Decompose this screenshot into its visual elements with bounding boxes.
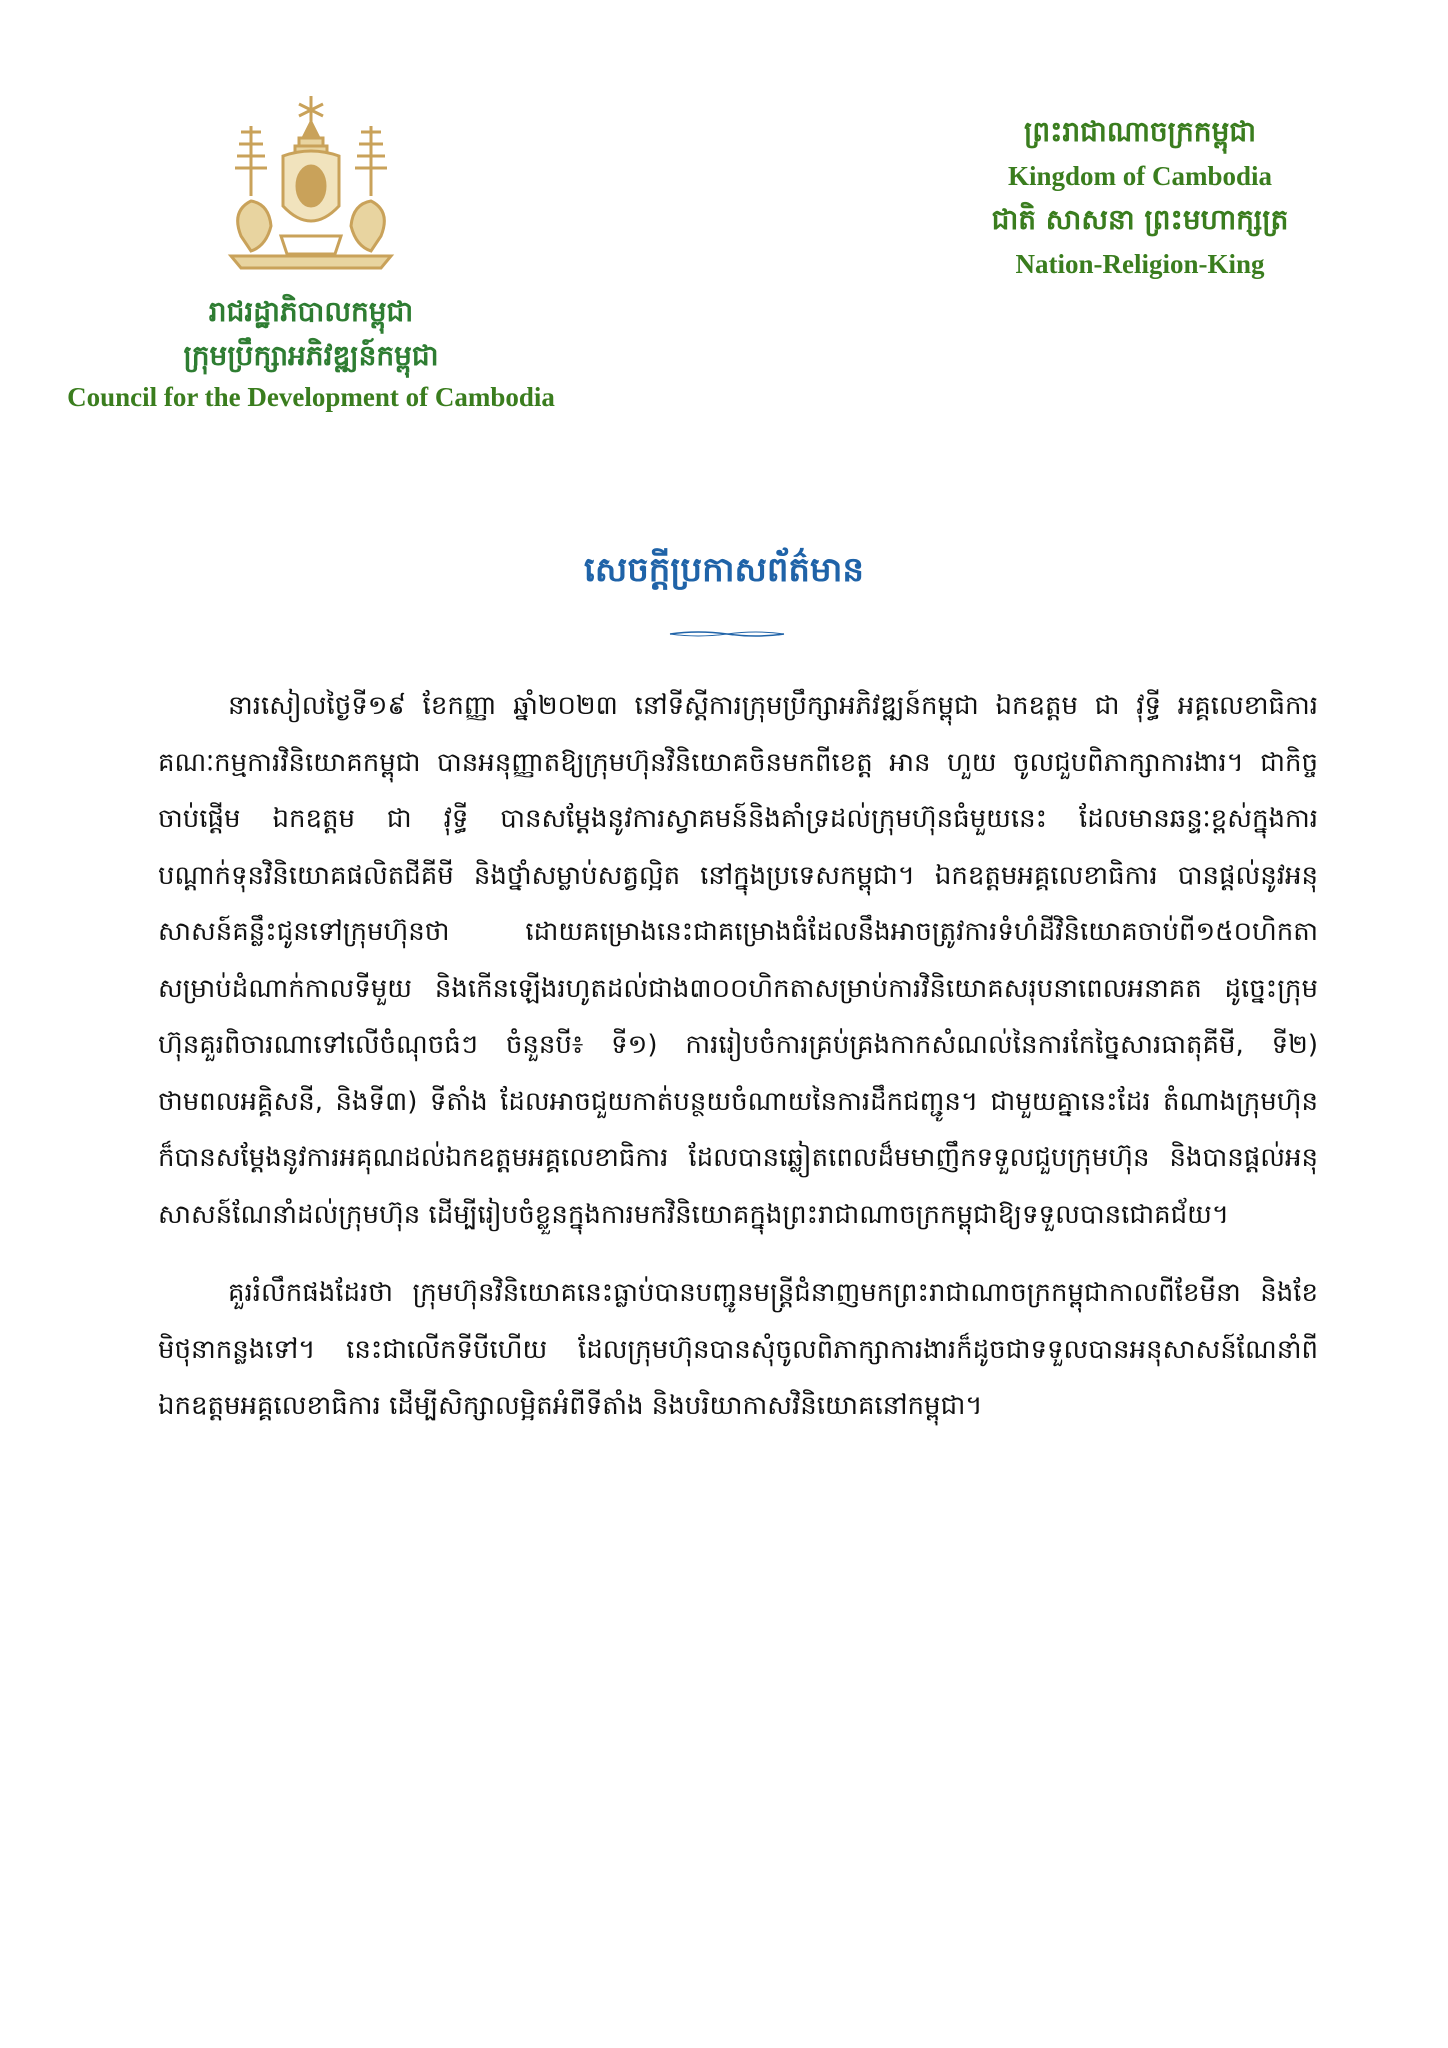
ministry-header bbox=[66, 86, 556, 413]
ministry-name-en: Council for the Development of Cambodia bbox=[67, 382, 555, 412]
kingdom-motto bbox=[960, 110, 1320, 286]
kingdom-name-km: ព្រះរាជាណាចក្រកម្ពុជា bbox=[1023, 115, 1256, 148]
document-title: សេចក្ដីប្រកាសព័ត៌មាន bbox=[584, 550, 864, 590]
ministry-name-km-line2: ក្រុមប្រឹក្សាអភិវឌ្ឍន៍កម្ពុជា bbox=[183, 339, 439, 372]
royal-coat-of-arms-icon bbox=[211, 86, 411, 286]
motto-km: ជាតិ សាសនា ព្រះមហាក្សត្រ bbox=[991, 203, 1289, 236]
title-divider bbox=[668, 628, 786, 640]
document-body bbox=[158, 678, 1318, 1457]
body-paragraph-2: គួររំលឹកផងដែរថា ក្រុមហ៊ុនវិនិយោគនេះធ្លាប់បានបញ្ជូនមន្ត្រីជំនាញមកព្រះរាជាណាចក្រកម្ពុជាកាលពីខែមីនា និងខែមិថុនាកន្លងទៅ។ នេះជាលើកទីបីហើយ ដែលក្រុមហ៊ុនបានសុំចូលពិភាក្សាការងារក៏ដូចជាទទួលបានអនុសាសន៍ណែនាំពីឯកឧត្ដមអគ្គលេខាធិការ ដើម្បីសិក្សាលម្អិតអំពីទីតាំង និងបរិយាកាសវិនិយោគនៅកម្ពុជា។ bbox=[158, 1278, 1318, 1421]
motto-en: Nation-Religion-King bbox=[1015, 249, 1265, 279]
ministry-name-km-line1: រាជរដ្ឋាភិបាលកម្ពុជា bbox=[208, 295, 414, 328]
body-paragraph-1: នារសៀលថ្ងៃទី១៩ ខែកញ្ញា ឆ្នាំ២០២៣ នៅទីស្ដីការក្រុមប្រឹក្សាអភិវឌ្ឍន៍កម្ពុជា ឯកឧត្ដម ជា វុទ្ធី អគ្គលេខាធិការគណៈកម្មការវិនិយោគកម្ពុជា បានអនុញ្ញាតឱ្យក្រុមហ៊ុនវិនិយោគចិនមកពីខេត្ត អាន ហួយ ចូលជួបពិភាក្សាការងារ។ ជាកិច្ចចាប់ផ្ដើម ឯកឧត្ដម ជា វុទ្ធី បានសម្ដែងនូវការស្វាគមន៍និងគាំទ្រដល់ក្រុមហ៊ុនធំមួយនេះ ដែលមានឆន្ទៈខ្ពស់ក្នុងការបណ្ដាក់ទុនវិនិយោគផលិតជីគីមី និងថ្នាំសម្លាប់សត្វល្អិត នៅក្នុងប្រទេសកម្ពុជា។ ឯកឧត្ដមអគ្គលេខាធិការ បានផ្ដល់នូវអនុសាសន៍គន្លឹះជូនទៅក្រុមហ៊ុនថា ដោយគម្រោងនេះជាគម្រោងធំដែលនឹងអាចត្រូវការទំហំដីវិនិយោគចាប់ពី១៥០ហិកតា សម្រាប់ដំណាក់កាលទីមួយ និងកើនឡើងរហូតដល់ជាង៣០០ហិកតាសម្រាប់ការវិនិយោគសរុបនាពេលអនាគត ដូច្នេះក្រុមហ៊ុនគួរពិចារណាទៅលើចំណុចធំៗ ចំនួនបី៖ ទី១) ការរៀបចំការគ្រប់គ្រងកាកសំណល់នៃការកែច្នៃសារធាតុគីមី, ទី២) ថាមពលអគ្គិសនី, និងទី៣) ទីតាំង ដែលអាចជួយកាត់បន្ថយចំណាយនៃការដឹកជញ្ជូន។ ជាមួយគ្នានេះដែរ តំណាងក្រុមហ៊ុនក៏បានសម្ដែងនូវការអគុណដល់ឯកឧត្ដមអគ្គលេខាធិការ ដែលបានឆ្លៀតពេលដ៏មមាញឹកទទួលជួបក្រុមហ៊ុន និងបានផ្ដល់អនុសាសន៍ណែនាំដល់ក្រុមហ៊ុន ដើម្បីរៀបចំខ្លួនក្នុងការមកវិនិយោគក្នុងព្រះរាជាណាចក្រកម្ពុជាឱ្យទទួលបានជោគជ័យ។ bbox=[158, 691, 1318, 1230]
kingdom-name-en: Kingdom of Cambodia bbox=[1007, 161, 1273, 191]
